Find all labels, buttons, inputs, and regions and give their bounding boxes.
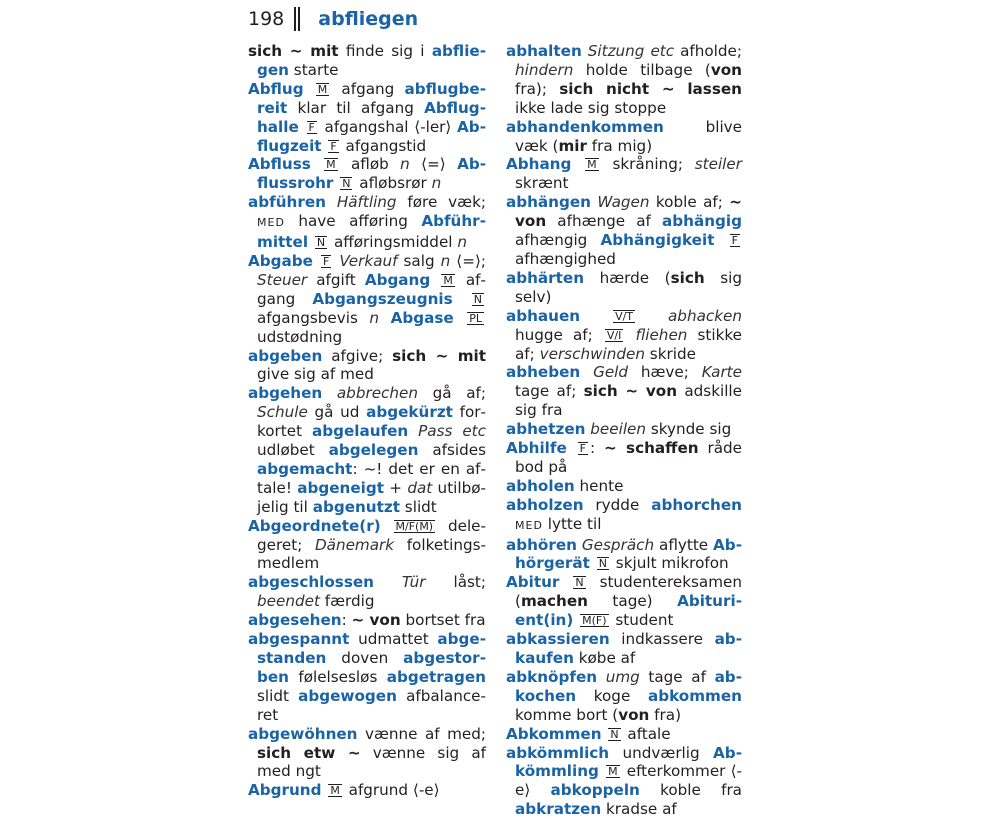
grammar-label: N xyxy=(610,727,619,741)
headword: abgeschlossen xyxy=(248,573,374,592)
dictionary-entry xyxy=(248,611,486,630)
usage-note: n xyxy=(431,174,442,193)
headword: abkochen xyxy=(515,667,742,705)
definition-text xyxy=(625,326,635,344)
dictionary-entry xyxy=(506,155,742,193)
headword: Abiturient(in) xyxy=(515,592,742,630)
dictionary-entry xyxy=(506,193,742,269)
definition-text xyxy=(333,174,338,192)
usage-note: dat xyxy=(407,478,433,497)
headword: abhalten xyxy=(506,42,582,60)
grammar-label: PL xyxy=(469,311,483,325)
definition-text: utilbøjelig til xyxy=(257,478,486,516)
phrase: von xyxy=(710,60,742,79)
headword: Abhängigkeit xyxy=(600,231,715,250)
definition-text: låst; xyxy=(425,573,486,592)
usage-note: Geld xyxy=(593,363,629,382)
definition-text: fra) xyxy=(649,705,682,724)
headword: abgelegen xyxy=(328,441,419,460)
grammar-label: M(F) xyxy=(582,614,607,628)
definition-text: købe af xyxy=(573,649,636,667)
phrase: ~ von xyxy=(351,611,401,630)
definition-text: kradse af xyxy=(601,800,677,819)
phrase: sich nicht ~ lassen xyxy=(559,79,742,98)
definition-text xyxy=(580,363,593,381)
headword: abflugbereit xyxy=(257,79,486,117)
definition-text xyxy=(714,231,727,249)
grammar-label: F xyxy=(330,139,337,153)
definition-text: efterkommer ⟨-e⟩ xyxy=(515,762,743,800)
definition-text: delegeret; xyxy=(257,516,486,554)
definition-text: salg xyxy=(397,251,441,270)
definition-text: : xyxy=(589,439,604,458)
headword: abhängen xyxy=(506,193,591,212)
right-column xyxy=(506,42,742,819)
definition-text xyxy=(322,137,327,155)
definition-text: vænne sig af med ngt xyxy=(257,743,486,781)
dictionary-entry xyxy=(248,725,486,782)
phrase: sich ~ mit xyxy=(248,42,339,60)
headword: abgeben xyxy=(248,346,323,365)
usage-note: n xyxy=(369,308,380,327)
definition-text: give sig af med xyxy=(257,365,374,384)
phrase: sich xyxy=(670,268,705,287)
headword: abgelaufen xyxy=(311,422,409,441)
definition-text: skride xyxy=(644,344,696,363)
definition-text xyxy=(597,668,606,686)
headword: abgewöhnen xyxy=(248,724,358,743)
definition-text: fra mig) xyxy=(586,136,653,155)
headword: Abflug xyxy=(248,79,304,98)
grammar-label: N xyxy=(473,292,482,306)
headword: abkommen xyxy=(647,686,742,705)
headword: abgewogen xyxy=(298,686,397,705)
headword: abhauen xyxy=(506,306,581,325)
usage-note: Karte xyxy=(701,363,742,382)
definition-text: gå af; xyxy=(418,384,487,403)
definition-text: vænne af med; xyxy=(357,724,486,743)
headword: abhängig xyxy=(662,212,742,231)
dictionary-entry xyxy=(506,630,742,668)
definition-text: studentereksamen ( xyxy=(515,573,743,611)
definition-text xyxy=(321,781,326,799)
definition-text xyxy=(637,307,668,325)
definition-text: bortset fra xyxy=(400,611,486,630)
definition-text: koble af; xyxy=(649,193,730,212)
dictionary-entry xyxy=(506,307,742,364)
definition-text: finde sig i xyxy=(338,42,432,60)
definition-text: : ~! det er en aftale! xyxy=(257,459,486,497)
definition-text: afhængig xyxy=(515,231,601,250)
definition-text: holde tilbage ( xyxy=(573,60,711,79)
definition-text: afgangstid xyxy=(340,136,427,155)
definition-text: hæve; xyxy=(628,363,702,382)
definition-text xyxy=(381,517,392,535)
grammar-label: M xyxy=(608,765,618,779)
headword: abgetragen xyxy=(386,667,486,686)
definition-text: afsides xyxy=(418,441,487,460)
definition-text: komme bort ( xyxy=(515,705,619,724)
headword: Abführmittel xyxy=(257,212,486,252)
headword: abkömmlich xyxy=(506,743,610,762)
definition-text: + xyxy=(383,478,408,497)
grammar-label: N xyxy=(342,177,351,191)
definition-text xyxy=(326,193,337,211)
headword: Abgrund xyxy=(248,781,322,800)
headword: abgemacht xyxy=(257,459,353,478)
headword: abkassieren xyxy=(506,630,610,649)
usage-note: abbrechen xyxy=(336,384,418,403)
headword: Abkommen xyxy=(506,724,602,743)
headword: Abkömmling xyxy=(515,743,742,781)
domain-label: MED xyxy=(515,518,543,532)
definition-text: udmattet xyxy=(349,630,438,649)
phrase: machen xyxy=(520,592,588,611)
usage-note: steiler xyxy=(694,155,742,174)
headword: Abflughalle xyxy=(257,98,486,136)
usage-note: verschwinden xyxy=(539,344,645,363)
headword: abhärten xyxy=(506,268,585,287)
definition-text: afgang xyxy=(331,79,405,98)
grammar-label: F xyxy=(322,254,330,268)
definition-text: have afføring xyxy=(284,212,422,231)
grammar-label: N xyxy=(598,557,607,571)
definition-text: blive væk ( xyxy=(515,117,742,155)
definition-text: skynde sig xyxy=(646,420,732,439)
dictionary-entry xyxy=(506,536,742,574)
dictionary-entry xyxy=(506,269,742,307)
definition-text: tage af xyxy=(639,667,715,686)
usage-note: Dänemark xyxy=(314,535,395,554)
headword: Abitur xyxy=(506,573,560,592)
definition-text: afføringsmiddel xyxy=(329,233,458,252)
definition-text: tage af; xyxy=(515,382,584,401)
definition-text: udløbet xyxy=(257,441,329,460)
usage-note: Gespräch xyxy=(581,535,655,554)
definition-text: afgangsbevis xyxy=(257,308,370,327)
grammar-label: N xyxy=(316,236,326,250)
usage-note: abhacken xyxy=(668,306,742,325)
definition-text: afgrund ⟨-e⟩ xyxy=(343,781,440,800)
headword: abgesehen xyxy=(248,611,342,630)
definition-text: afbalanceret xyxy=(257,686,487,724)
definition-text xyxy=(453,290,470,308)
definition-text: skrænt xyxy=(515,174,569,193)
definition-text: skjult mikrofon xyxy=(610,554,729,573)
grammar-label: F xyxy=(731,234,738,248)
headword: abfliegen xyxy=(257,42,487,79)
definition-text: lytte til xyxy=(542,514,602,533)
headword: abholen xyxy=(506,476,575,495)
usage-note: beeilen xyxy=(590,420,647,439)
definition-text xyxy=(599,762,604,780)
usage-note: Tür xyxy=(401,573,426,592)
grammar-label: M xyxy=(330,784,340,798)
headword: abhören xyxy=(506,535,577,554)
definition-text: råde bod på xyxy=(515,439,742,476)
usage-note: Sitzung etc xyxy=(587,42,675,60)
definition-text xyxy=(379,309,391,327)
definition-text: afgift xyxy=(307,270,365,289)
headword: abheben xyxy=(506,363,581,382)
definition-text: ⟨=⟩ xyxy=(409,155,458,174)
grammar-label: M xyxy=(317,82,328,96)
headword: Abgangszeugnis xyxy=(312,289,453,308)
definition-text: adskille sig fra xyxy=(515,382,742,420)
phrase: von xyxy=(618,705,650,724)
definition-text: afhængighed xyxy=(515,249,616,268)
definition-text: afgive; xyxy=(322,346,393,365)
phrase: ~ von xyxy=(515,193,742,231)
definition-text: føre væk; xyxy=(396,193,486,212)
definition-text: afløbsrør xyxy=(354,174,432,193)
headword: abgestorben xyxy=(257,649,486,686)
definition-text xyxy=(573,611,578,629)
dictionary-entry xyxy=(506,439,742,477)
dictionary-entry xyxy=(248,517,486,574)
dictionary-entry xyxy=(506,42,742,118)
definition-text: afgang xyxy=(257,270,487,308)
definition-text: koble fra xyxy=(639,781,742,800)
definition-text xyxy=(602,725,607,743)
definition-text: gå ud xyxy=(307,403,367,422)
definition-text: sig selv) xyxy=(515,268,742,306)
definition-text: afhænge af xyxy=(546,212,663,231)
phrase: mir xyxy=(558,136,587,155)
guide-word: abfliegen xyxy=(318,8,419,30)
definition-text: koge xyxy=(576,686,648,705)
dictionary-entry xyxy=(506,744,742,819)
definition-text: klar til afgang xyxy=(287,98,425,117)
definition-text xyxy=(408,422,418,440)
definition-text: forkortet xyxy=(257,403,486,441)
headword: Abhang xyxy=(506,155,572,174)
definition-text: færdig xyxy=(319,592,375,611)
grammar-label: F xyxy=(308,120,315,134)
definition-text xyxy=(308,233,313,251)
definition-text: afløb xyxy=(339,155,401,174)
definition-text xyxy=(571,155,583,173)
definition-text xyxy=(590,554,595,572)
grammar-label: V/T xyxy=(615,309,634,323)
usage-note: Verkauf xyxy=(339,251,398,270)
dictionary-entry xyxy=(248,573,486,611)
dictionary-entry xyxy=(506,725,742,744)
page-number: 198 xyxy=(248,8,285,30)
definition-text: udstødning xyxy=(257,327,343,346)
usage-note: beendet xyxy=(257,592,320,611)
headword: abkaufen xyxy=(515,630,742,667)
definition-text xyxy=(559,573,571,591)
headword: abknöpfen xyxy=(506,667,598,686)
dictionary-entry xyxy=(506,363,742,420)
headword: Abhilfe xyxy=(506,439,567,458)
headword: abhorchen xyxy=(651,495,742,514)
definition-text: slidt xyxy=(257,686,299,705)
grammar-label: M xyxy=(326,158,336,172)
dictionary-entry xyxy=(248,155,486,193)
dictionary-entry xyxy=(248,781,486,800)
usage-note: fliehen xyxy=(635,325,688,344)
definition-text xyxy=(322,384,337,402)
definition-text xyxy=(454,309,466,327)
definition-text: : xyxy=(341,611,352,630)
definition-text: skråning; xyxy=(600,155,695,174)
dictionary-entry xyxy=(506,573,742,630)
domain-label: MED xyxy=(257,216,285,230)
headword: abgeneigt xyxy=(297,478,384,497)
definition-text: afgangshal ⟨-ler⟩ xyxy=(318,117,458,136)
definition-text xyxy=(580,307,611,325)
phrase: sich etw ~ xyxy=(257,743,361,762)
headword: abkratzen xyxy=(515,800,602,819)
dictionary-entry xyxy=(248,384,486,516)
headword: Abgang xyxy=(364,270,431,289)
definition-text: følelsesløs xyxy=(288,667,387,686)
definition-text xyxy=(311,155,322,173)
definition-text: ikke lade sig stoppe xyxy=(515,98,667,117)
definition-text: undværlig xyxy=(609,743,714,762)
headword: abgestanden xyxy=(257,630,486,667)
headword: abkoppeln xyxy=(550,781,640,800)
headword: Abgeordnete(r) xyxy=(248,516,381,535)
definition-text: afholde; xyxy=(674,42,742,60)
phrase: sich ~ von xyxy=(583,382,678,401)
headword: Abfluss xyxy=(248,155,311,174)
headword: Abgabe xyxy=(248,251,313,270)
usage-note: Wagen xyxy=(597,193,650,212)
headword: abholzen xyxy=(506,495,584,514)
definition-text xyxy=(374,573,402,591)
phrase: sich ~ mit xyxy=(392,346,486,365)
grammar-label: N xyxy=(575,576,584,590)
usage-note: umg xyxy=(605,667,640,686)
definition-text: hente xyxy=(574,476,624,495)
usage-note: n xyxy=(457,233,467,252)
header-divider xyxy=(294,7,300,31)
definition-text xyxy=(299,118,305,136)
definition-text: aftale xyxy=(622,724,671,743)
usage-note: Steuer xyxy=(257,270,308,289)
dictionary-entry xyxy=(248,80,486,156)
definition-text: doven xyxy=(326,649,404,667)
dictionary-entry xyxy=(248,42,486,80)
definition-text: folketingsmedlem xyxy=(257,535,487,573)
headword: abhandenkommen xyxy=(506,117,664,136)
definition-text xyxy=(304,80,314,98)
definition-text: starte xyxy=(288,60,339,79)
dictionary-entry xyxy=(506,420,742,439)
headword: Abhörgerät xyxy=(515,535,742,573)
headword: abgehen xyxy=(248,384,323,403)
headword: Abgase xyxy=(390,308,454,327)
usage-note: Schule xyxy=(257,403,308,422)
definition-text: tage) xyxy=(587,592,678,611)
usage-note: Pass etc xyxy=(418,422,486,441)
dictionary-entry xyxy=(248,193,486,252)
definition-text: student xyxy=(610,611,674,630)
dictionary-entry xyxy=(506,477,742,496)
dictionary-entry xyxy=(248,347,486,385)
dictionary-entry xyxy=(248,630,486,725)
definition-text: indkassere xyxy=(609,630,715,649)
definition-text: hugge af; xyxy=(515,325,603,344)
dictionary-entry xyxy=(506,118,742,156)
headword: abgenutzt xyxy=(312,497,400,516)
page-header xyxy=(248,4,418,34)
definition-text: stikke af; xyxy=(515,325,742,363)
definition-text: fra); xyxy=(515,79,560,98)
definition-text: slidt xyxy=(399,497,437,516)
definition-text: aflytte xyxy=(654,535,714,554)
headword: abgekürzt xyxy=(366,403,453,422)
grammar-label: V/I xyxy=(606,328,622,342)
dictionary-entry xyxy=(506,496,742,536)
headword: Abflugzeit xyxy=(257,117,486,155)
phrase: ~ schaffen xyxy=(603,439,699,458)
headword: Abflussrohr xyxy=(257,155,487,193)
grammar-label: M/F(M) xyxy=(395,519,434,533)
headword: abhetzen xyxy=(506,420,586,439)
definition-text xyxy=(313,252,319,270)
grammar-label: M xyxy=(587,158,597,172)
usage-note: hindern xyxy=(515,60,574,79)
left-column xyxy=(248,42,486,800)
dictionary-entry xyxy=(248,252,486,347)
headword: abgespannt xyxy=(248,630,350,649)
usage-note: n xyxy=(440,251,451,270)
grammar-label: M xyxy=(443,273,453,287)
dictionary-entry xyxy=(506,668,742,725)
definition-text: hærde ( xyxy=(584,268,671,287)
grammar-label: F xyxy=(579,442,586,456)
definition-text: ⟨=⟩; xyxy=(450,251,486,270)
usage-note: n xyxy=(400,155,410,174)
usage-note: Häftling xyxy=(336,193,397,212)
definition-text: rydde xyxy=(583,495,652,514)
definition-text xyxy=(567,439,576,457)
definition-text xyxy=(430,271,439,289)
headword: abführen xyxy=(248,193,326,212)
